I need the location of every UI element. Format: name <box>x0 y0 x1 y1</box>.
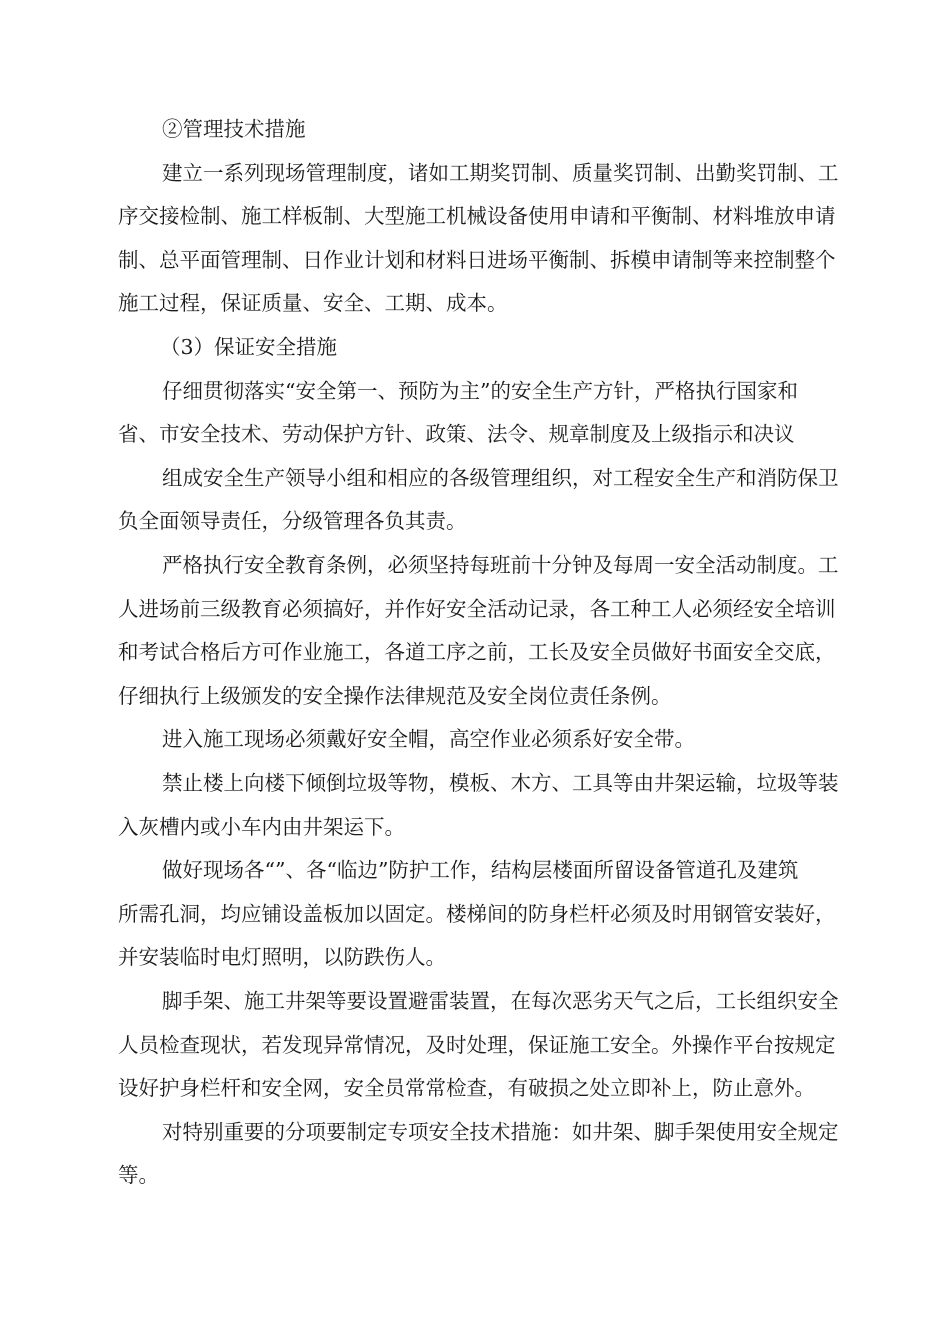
paragraph-line: 组成安全生产领导小组和相应的各级管理组织，对工程安全生产和消防保卫 <box>162 466 839 490</box>
paragraph-line: 制、总平面管理制、日作业计划和材料日进场平衡制、拆模申请制等来控制整个 <box>118 248 836 272</box>
paragraph-line: 进入施工现场必须戴好安全帽，高空作业必须系好安全带。 <box>162 727 695 751</box>
paragraph-line: 人员检查现状，若发现异常情况，及时处理，保证施工安全。外操作平台按规定 <box>118 1033 836 1057</box>
paragraph-line: 并安装临时电灯照明，以防跌伤人。 <box>118 945 446 969</box>
paragraph-line: 禁止楼上向楼下倾倒垃圾等物，模板、木方、工具等由井架运输，垃圾等装 <box>162 771 839 795</box>
paragraph-line: 等。 <box>118 1163 159 1187</box>
heading-management-measures: ②管理技术措施 <box>162 117 306 141</box>
paragraph-line: 省、市安全技术、劳动保护方针、政策、法令、规章制度及上级指示和决议 <box>118 422 795 446</box>
paragraph-line: 对特别重要的分项要制定专项安全技术措施：如井架、脚手架使用安全规定 <box>162 1120 839 1144</box>
paragraph-line: 设好护身栏杆和安全网，安全员常常检查，有破损之处立即补上，防止意外。 <box>118 1076 815 1100</box>
paragraph-line: 做好现场各“”、各“临边”防护工作，结构层楼面所留设备管道孔及建筑 <box>162 858 799 882</box>
paragraph-line: 和考试合格后方可作业施工，各道工序之前，工长及安全员做好书面安全交底， <box>118 640 836 664</box>
paragraph-line: 仔细贯彻落实“安全第一、预防为主”的安全生产方针，严格执行国家和 <box>162 379 798 403</box>
heading-safety-measures: （3）保证安全措施 <box>160 335 338 359</box>
paragraph-line: 序交接检制、施工样板制、大型施工机械设备使用申请和平衡制、材料堆放申请 <box>118 204 836 228</box>
paragraph-line: 人进场前三级教育必须搞好，并作好安全活动记录，各工种工人必须经安全培训 <box>118 597 836 621</box>
paragraph-line: 入灰槽内或小车内由井架运下。 <box>118 815 405 839</box>
paragraph-line: 施工过程，保证质量、安全、工期、成本。 <box>118 291 508 315</box>
paragraph-line: 所需孔洞，均应铺设盖板加以固定。楼梯间的防身栏杆必须及时用钢管安装好， <box>118 902 836 926</box>
paragraph-line: 严格执行安全教育条例，必须坚持每班前十分钟及每周一安全活动制度。工 <box>162 553 839 577</box>
paragraph-line: 脚手架、施工井架等要设置避雷装置，在每次恶劣天气之后，工长组织安全 <box>162 989 839 1013</box>
paragraph-line: 负全面领导责任，分级管理各负其责。 <box>118 509 467 533</box>
paragraph-line: 建立一系列现场管理制度，诸如工期奖罚制、质量奖罚制、出勤奖罚制、工 <box>162 161 839 185</box>
paragraph-line: 仔细执行上级颁发的安全操作法律规范及安全岗位责任条例。 <box>118 684 672 708</box>
